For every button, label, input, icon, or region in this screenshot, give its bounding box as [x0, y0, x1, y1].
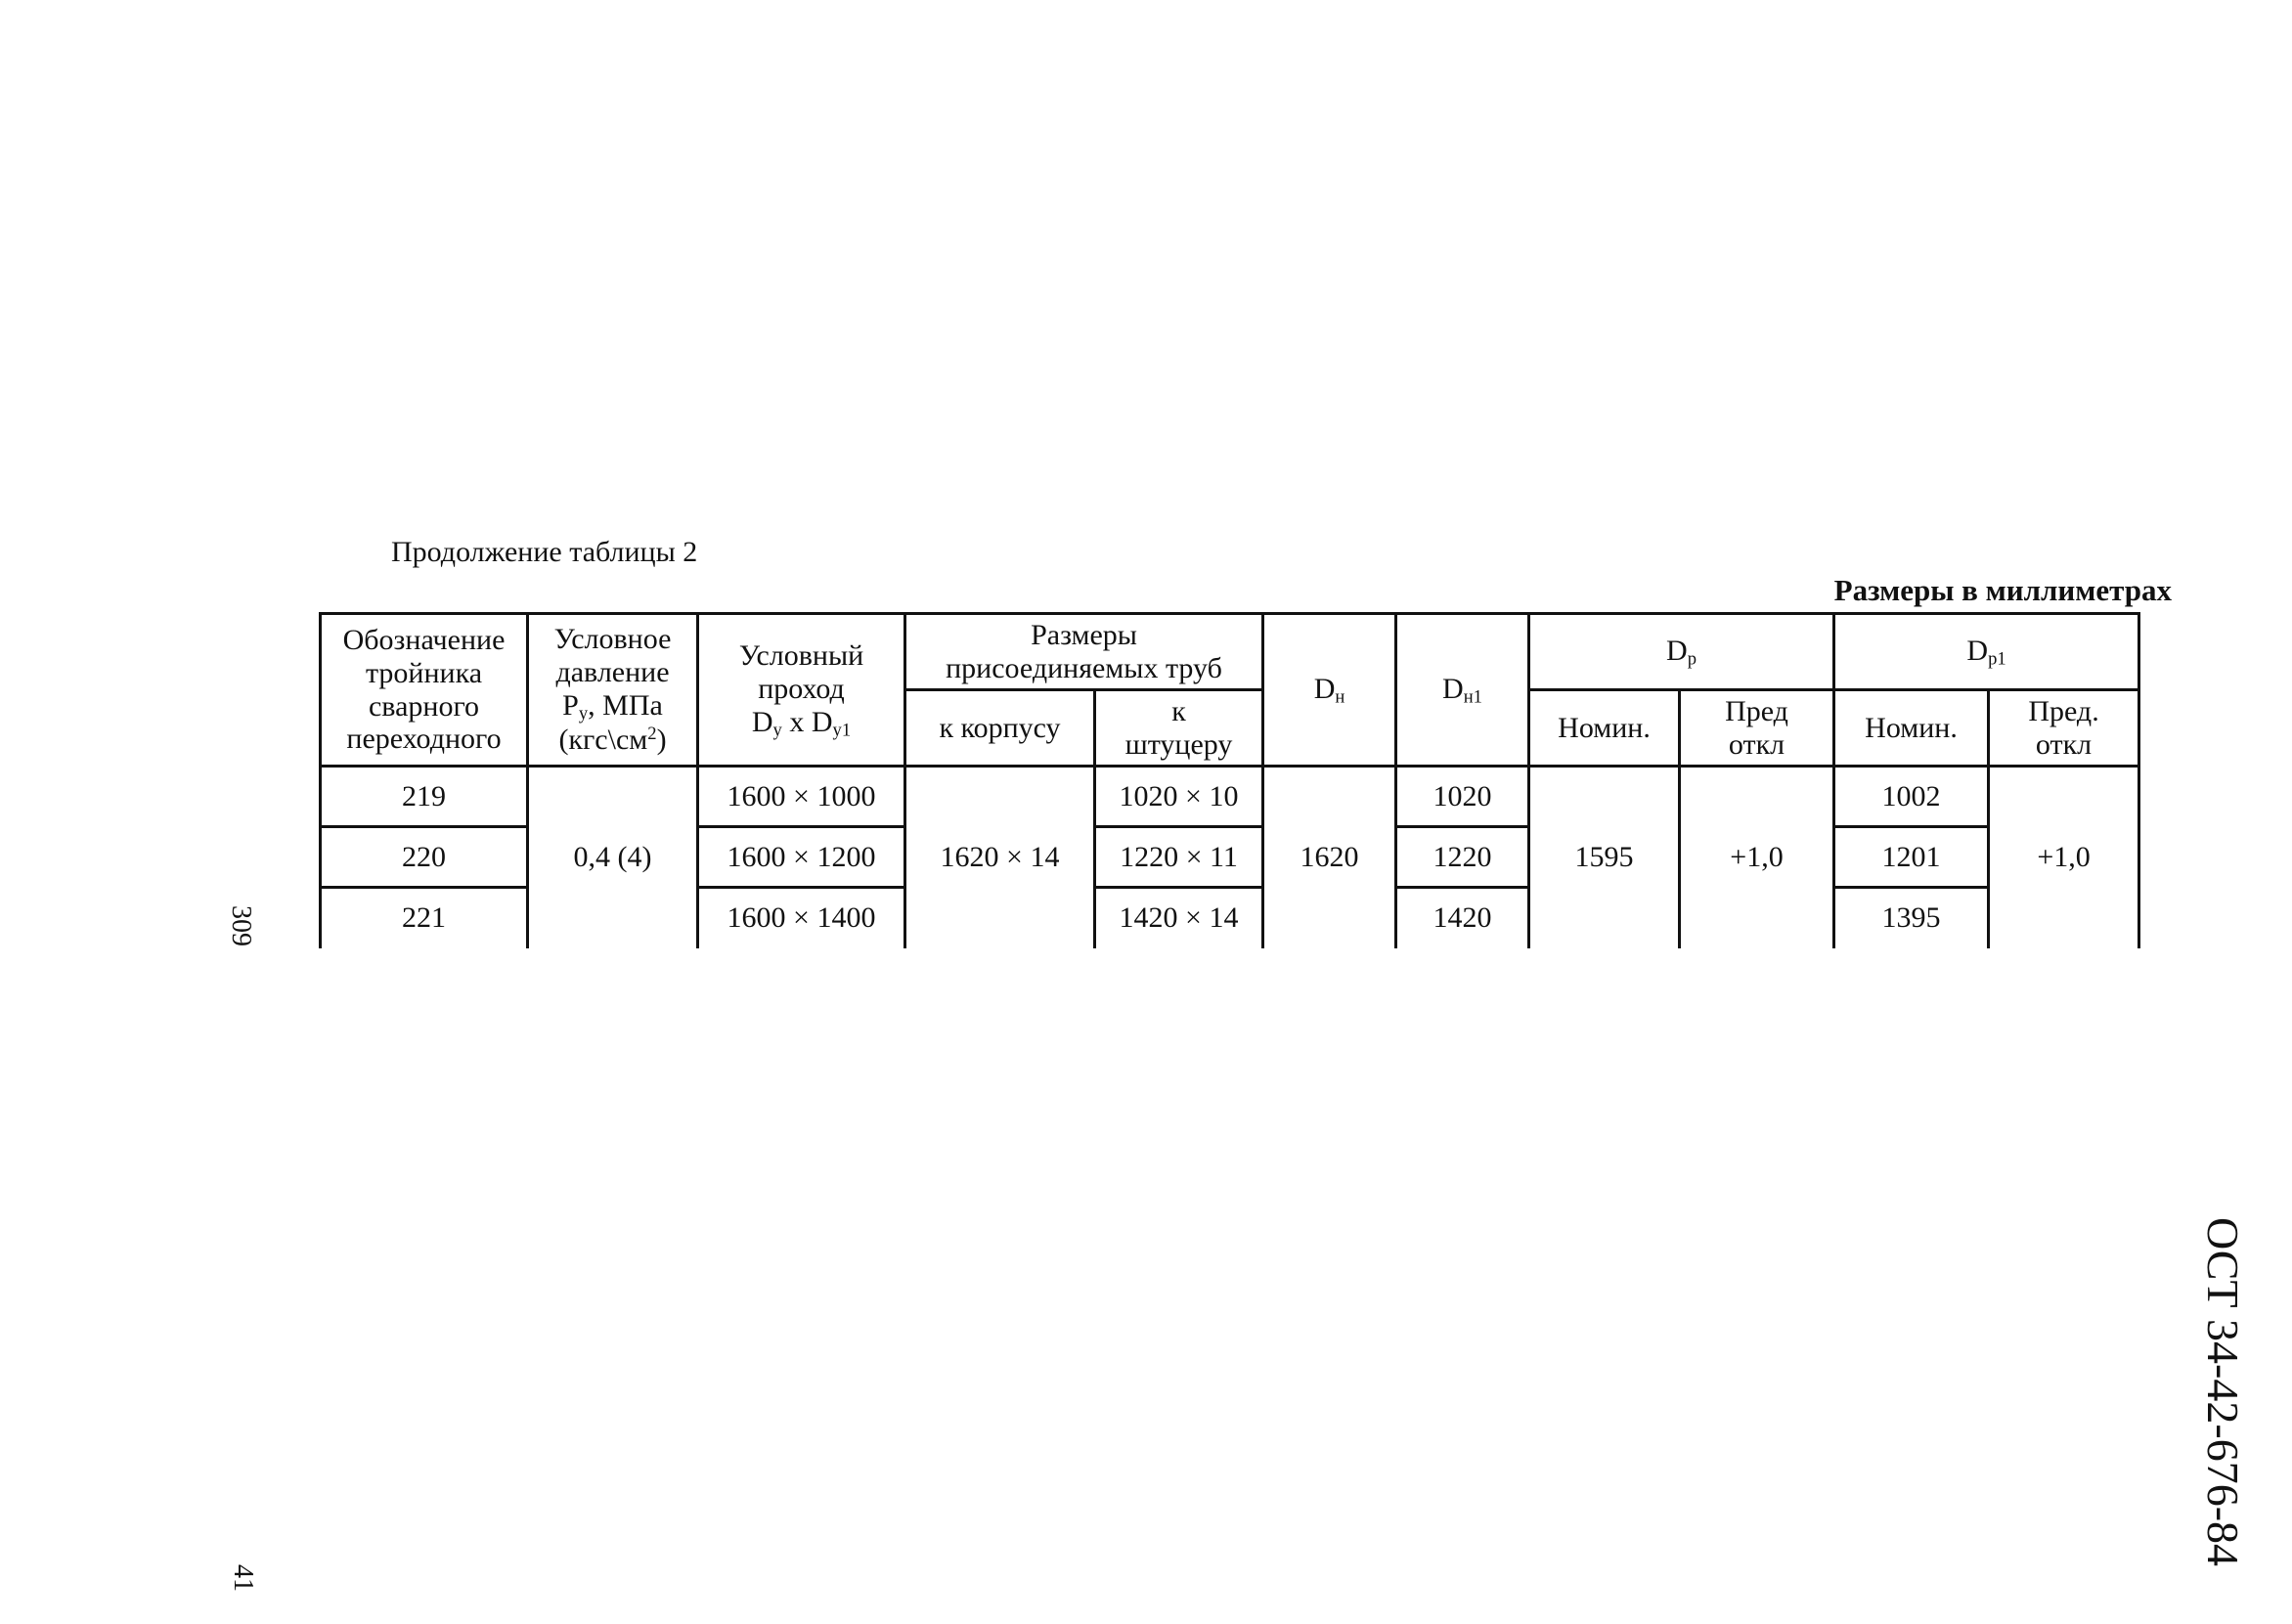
designation-cell: 220: [321, 827, 528, 888]
dp1-nominal-cell: 1201: [1834, 827, 1989, 888]
header-dp-nominal: Номин.: [1529, 690, 1680, 767]
designation-cell: 219: [321, 767, 528, 827]
header-passage: Условный проход $D_у$ x $D_{у1}$: [698, 614, 905, 767]
header-to-branch: к штуцеру: [1095, 690, 1263, 767]
header-to-body: к корпусу: [905, 690, 1095, 767]
header-pipe-sizes: Размеры присоединяемых труб: [905, 614, 1263, 690]
header-dp1: $D_{р1}$: [1834, 614, 2139, 690]
designation-cell: 221: [321, 888, 528, 948]
header-dn1: $D_{н1}$: [1396, 614, 1529, 767]
header-designation: Обозначение тройника сварного переходного: [321, 614, 528, 767]
standard-designation: ОСТ 34-42-676-84: [2198, 1217, 2248, 1567]
branch-pipe-cell: 1220 × 11: [1095, 827, 1263, 888]
passage-cell: 1600 × 1400: [698, 888, 905, 948]
dn1-cell: 1020: [1396, 767, 1529, 827]
branch-pipe-cell: 1420 × 14: [1095, 888, 1263, 948]
dp-deviation-cell: +1,0: [1680, 767, 1834, 948]
header-dn: $D_н$: [1263, 614, 1396, 767]
dp-nominal-cell: 1595: [1529, 767, 1680, 948]
tee-dimensions-table: [319, 612, 2140, 948]
header-pressure: Условное давление $P_у$, МПа $(кгс\backslash см^2)$: [528, 614, 698, 767]
branch-pipe-cell: 1020 × 10: [1095, 767, 1263, 827]
dp1-deviation-cell: +1,0: [1989, 767, 2139, 948]
dn1-cell: 1220: [1396, 827, 1529, 888]
page-code: 309: [226, 905, 256, 946]
passage-cell: 1600 × 1200: [698, 827, 905, 888]
pressure-cell: 0,4 (4): [528, 767, 698, 948]
units-note: Размеры в миллиметрах: [1833, 573, 2172, 607]
dn1-cell: 1420: [1396, 888, 1529, 948]
dn-cell: 1620: [1263, 767, 1396, 948]
dp1-nominal-cell: 1002: [1834, 767, 1989, 827]
table-row: [321, 767, 2139, 827]
header-dp: $D_р$: [1529, 614, 1834, 690]
header-dp1-nominal: Номин.: [1834, 690, 1989, 767]
header-dp1-deviation: Пред. откл: [1989, 690, 2139, 767]
body-pipe-cell: 1620 × 14: [905, 767, 1095, 948]
page-number: 41: [228, 1564, 258, 1592]
passage-cell: 1600 × 1000: [698, 767, 905, 827]
table-caption: Продолжение таблицы 2: [391, 536, 698, 568]
dp1-nominal-cell: 1395: [1834, 888, 1989, 948]
header-dp-deviation: Пред откл: [1680, 690, 1834, 767]
